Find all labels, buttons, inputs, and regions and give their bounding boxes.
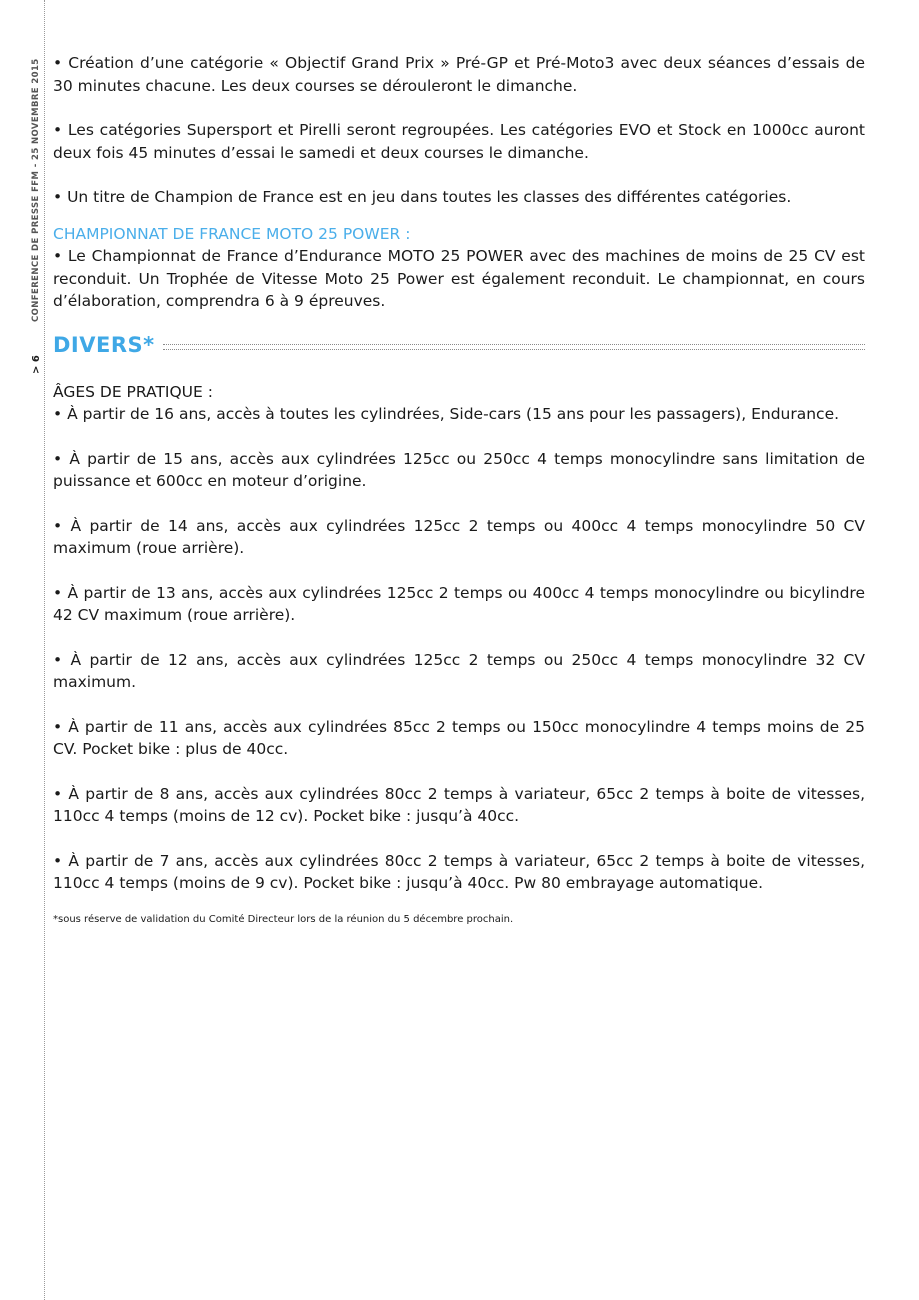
document-body: [53, 52, 865, 927]
age-item: • À partir de 11 ans, accès aux cylindrées 85cc 2 temps ou 150cc monocylindre 4 temps moins de 25 CV. Pocket bike : plus de 40cc.: [53, 717, 865, 758]
footnote: *sous réserve de validation du Comité Directeur lors de la réunion du 5 décembre prochain.: [53, 913, 514, 925]
page-number: > 6: [31, 355, 42, 374]
divers-title: DIVERS*: [53, 333, 155, 358]
age-item: • À partir de 12 ans, accès aux cylindrées 125cc 2 temps ou 250cc 4 temps monocylindre 32 CV maximum.: [53, 650, 865, 691]
divers-section-header: [53, 333, 865, 359]
moto25-paragraph: • Le Championnat de France d’Endurance MOTO 25 POWER avec des machines de moins de 25 CV est reconduit. Un Trophée de Vitesse Moto 25 Power est également reconduit. Le championnat, en cours d’élaboration, comprendra 6 à 9 épreuves.: [53, 247, 865, 310]
age-item: • À partir de 16 ans, accès à toutes les cylindrées, Side-cars (15 ans pour les passagers), Endurance.: [53, 405, 840, 423]
age-item: • À partir de 15 ans, accès aux cylindrées 125cc ou 250cc 4 temps monocylindre sans limitation de puissance et 600cc en moteur d’origine.: [53, 449, 865, 490]
intro-paragraph-1: • Création d’une catégorie « Objectif Grand Prix » Pré-GP et Pré-Moto3 avec deux séances d’essais de 30 minutes chacune. Les deux courses se dérouleront le dimanche.: [53, 54, 865, 95]
sidebar-header: CONFERENCE DE PRESSE FFM - 25 NOVEMBRE 2015: [31, 58, 41, 322]
intro-paragraph-2: • Les catégories Supersport et Pirelli seront regroupées. Les catégories EVO et Stock en 1000cc auront deux fois 45 minutes d’essai le samedi et deux courses le dimanche.: [53, 121, 865, 162]
age-item: • À partir de 7 ans, accès aux cylindrées 80cc 2 temps à variateur, 65cc 2 temps à boite de vitesses, 110cc 4 temps (moins de 9 cv). Pocket bike : jusqu’à 40cc. Pw 80 embrayage automatique.: [53, 851, 865, 892]
sidebar-divider: [44, 0, 45, 1300]
age-item: • À partir de 14 ans, accès aux cylindrées 125cc 2 temps ou 400cc 4 temps monocylindre 50 CV maximum (roue arrière).: [53, 516, 865, 557]
age-item: • À partir de 13 ans, accès aux cylindrées 125cc 2 temps ou 400cc 4 temps monocylindre ou bicylindre 42 CV maximum (roue arrière).: [53, 583, 865, 624]
age-item: • À partir de 8 ans, accès aux cylindrées 80cc 2 temps à variateur, 65cc 2 temps à boite de vitesses, 110cc 4 temps (moins de 12 cv). Pocket bike : jusqu’à 40cc.: [53, 784, 865, 825]
intro-paragraph-3: • Un titre de Champion de France est en jeu dans toutes les classes des différentes catégories.: [53, 188, 792, 206]
divers-dotted-rule: [163, 344, 865, 350]
ages-heading: ÂGES DE PRATIQUE :: [53, 382, 213, 401]
moto25-heading: CHAMPIONNAT DE FRANCE MOTO 25 POWER :: [53, 224, 411, 243]
